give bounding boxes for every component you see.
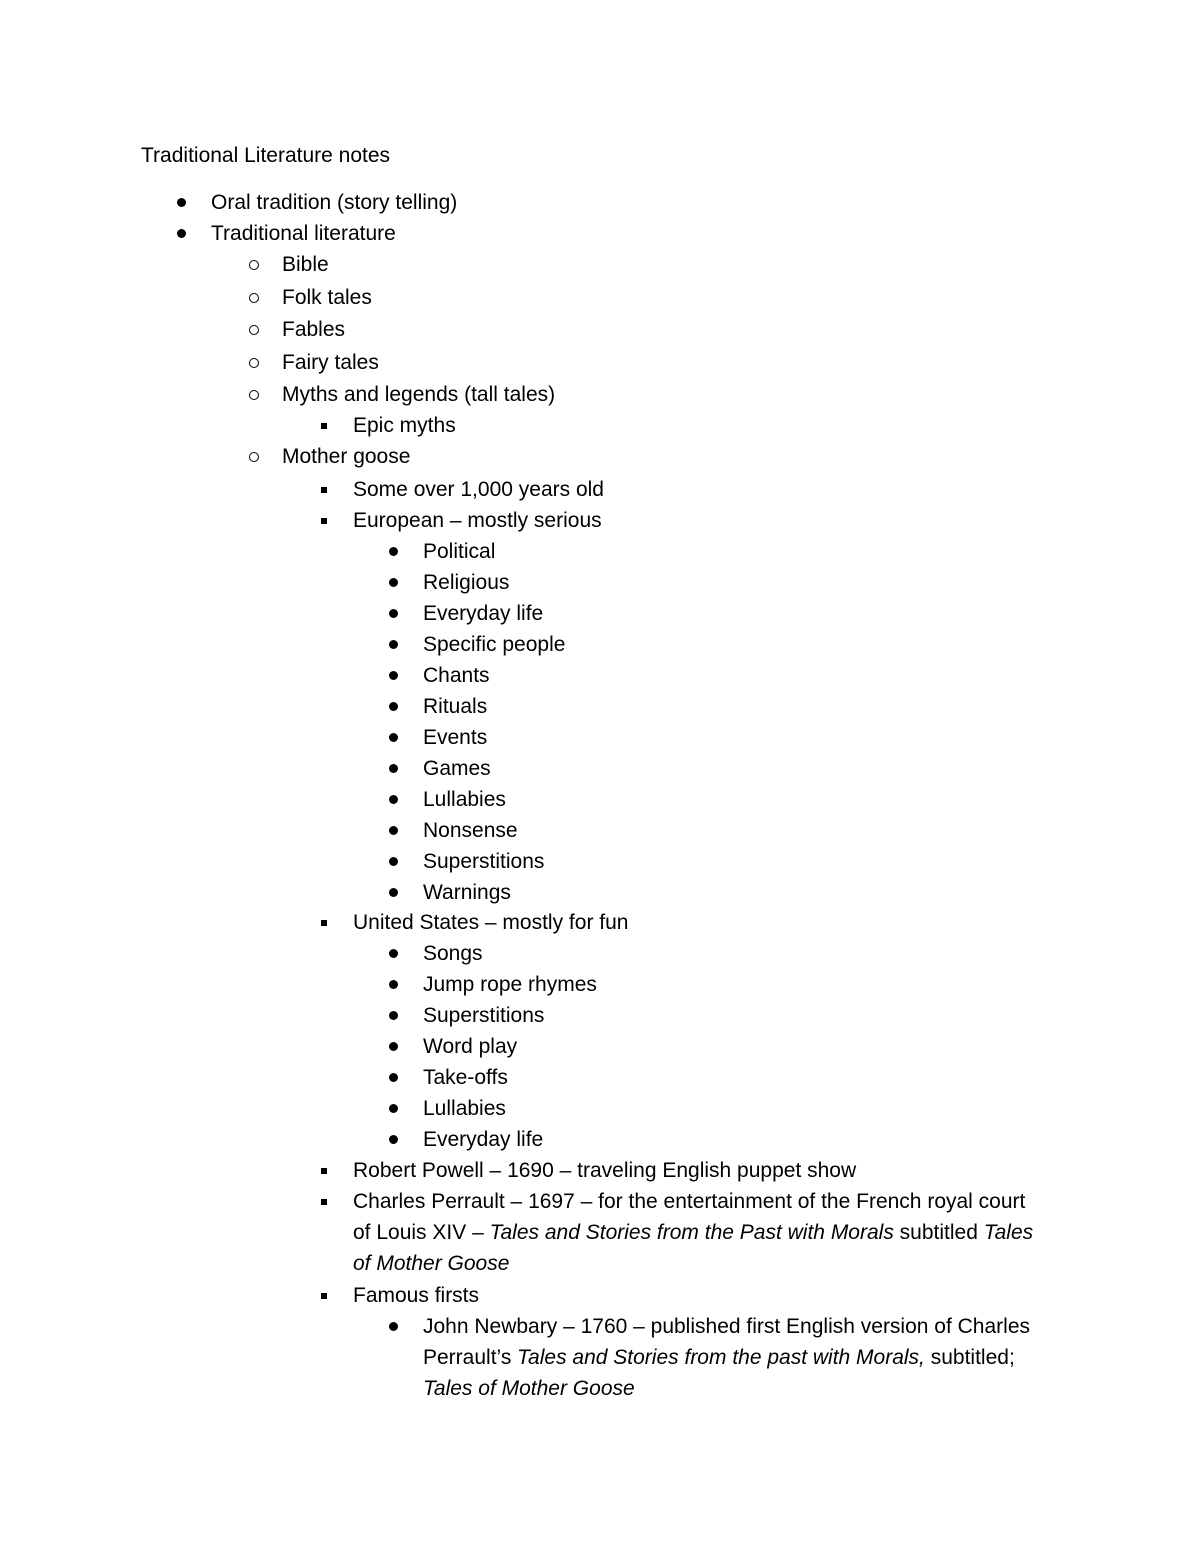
list-item-text: Rituals bbox=[423, 695, 488, 718]
square-bullet-icon bbox=[318, 907, 338, 938]
list-item-text: Jump rope rhymes bbox=[423, 973, 597, 996]
list-item-text: United States – mostly for fun bbox=[353, 911, 629, 934]
bullet-icon bbox=[386, 938, 406, 969]
text-run: subtitled bbox=[893, 1221, 984, 1244]
list-item-text: Games bbox=[423, 757, 491, 780]
bullet-icon bbox=[386, 598, 406, 629]
list-item-text: Nonsense bbox=[423, 819, 518, 842]
list-item-text: Superstitions bbox=[423, 850, 545, 873]
bullet-icon bbox=[386, 815, 406, 846]
bullet-icon bbox=[386, 722, 406, 753]
list-item-text: Myths and legends (tall tales) bbox=[282, 383, 556, 406]
list-item-text: Lullabies bbox=[423, 1097, 506, 1120]
circle-bullet-icon bbox=[248, 282, 268, 313]
list-item-text: Religious bbox=[423, 571, 510, 594]
list-item-continuation bbox=[353, 1248, 509, 1279]
list-item-text: Epic myths bbox=[353, 414, 456, 437]
list-item-text: Oral tradition (story telling) bbox=[211, 191, 458, 214]
list-item-text: Songs bbox=[423, 942, 483, 965]
list-item-text: Lullabies bbox=[423, 788, 506, 811]
square-bullet-icon bbox=[318, 1186, 338, 1217]
bullet-icon bbox=[386, 629, 406, 660]
square-bullet-icon bbox=[318, 505, 338, 536]
circle-bullet-icon bbox=[248, 379, 268, 410]
bullet-icon bbox=[386, 660, 406, 691]
text-run: subtitled; bbox=[924, 1346, 1015, 1369]
bullet-icon bbox=[386, 567, 406, 598]
square-bullet-icon bbox=[318, 474, 338, 505]
bullet-icon bbox=[174, 218, 194, 249]
bullet-icon bbox=[386, 753, 406, 784]
list-item-text: Fables bbox=[282, 318, 346, 341]
list-item-text: Specific people bbox=[423, 633, 566, 656]
list-item-text: Take-offs bbox=[423, 1066, 508, 1089]
list-item-text: Everyday life bbox=[423, 1128, 544, 1151]
bullet-icon bbox=[386, 969, 406, 1000]
list-item-continuation bbox=[423, 1342, 1015, 1373]
book-title: Tales and Stories from the Past with Morals bbox=[489, 1221, 894, 1244]
text-run: Perrault’s bbox=[423, 1346, 518, 1369]
bullet-icon bbox=[386, 1000, 406, 1031]
bullet-icon bbox=[386, 1093, 406, 1124]
square-bullet-icon bbox=[318, 1280, 338, 1311]
bullet-icon bbox=[386, 877, 406, 908]
bullet-icon bbox=[386, 536, 406, 567]
list-item-text: Fairy tales bbox=[282, 351, 379, 374]
text-run: of Louis XIV – bbox=[353, 1221, 490, 1244]
bullet-icon bbox=[386, 1031, 406, 1062]
bullet-icon bbox=[174, 187, 194, 218]
circle-bullet-icon bbox=[248, 249, 268, 280]
list-item-text: Everyday life bbox=[423, 602, 544, 625]
bullet-icon bbox=[386, 1124, 406, 1155]
list-item-text: Bible bbox=[282, 253, 329, 276]
list-item-text: Political bbox=[423, 540, 496, 563]
list-item-continuation bbox=[423, 1373, 635, 1404]
book-title: Tales bbox=[983, 1221, 1034, 1244]
bullet-icon bbox=[386, 1311, 406, 1342]
bullet-icon bbox=[386, 846, 406, 877]
document-title: Traditional Literature notes bbox=[141, 144, 391, 167]
list-item-text: Famous firsts bbox=[353, 1284, 480, 1307]
book-title: Tales of Mother Goose bbox=[423, 1377, 635, 1400]
list-item-text: Mother goose bbox=[282, 445, 411, 468]
list-item-text: Word play bbox=[423, 1035, 518, 1058]
bullet-icon bbox=[386, 691, 406, 722]
square-bullet-icon bbox=[318, 1155, 338, 1186]
list-item-text: Superstitions bbox=[423, 1004, 545, 1027]
list-item-text: European – mostly serious bbox=[353, 509, 602, 532]
circle-bullet-icon bbox=[248, 314, 268, 345]
list-item-text: Warnings bbox=[423, 881, 511, 904]
bullet-icon bbox=[386, 784, 406, 815]
list-item-text: Some over 1,000 years old bbox=[353, 478, 604, 501]
book-title: of Mother Goose bbox=[353, 1252, 510, 1275]
circle-bullet-icon bbox=[248, 347, 268, 378]
list-item-text: Events bbox=[423, 726, 488, 749]
bullet-icon bbox=[386, 1062, 406, 1093]
square-bullet-icon bbox=[318, 410, 338, 441]
list-item-text: John Newbary – 1760 – published first English version of Charles bbox=[423, 1315, 1031, 1338]
list-item-continuation bbox=[353, 1217, 1033, 1248]
list-item-text: Folk tales bbox=[282, 286, 372, 309]
list-item-text: Charles Perrault – 1697 – for the entertainment of the French royal court bbox=[353, 1190, 1026, 1213]
list-item-text: Chants bbox=[423, 664, 490, 687]
list-item-text: Robert Powell – 1690 – traveling English puppet show bbox=[353, 1159, 857, 1182]
list-item-text: Traditional literature bbox=[211, 222, 396, 245]
book-title: Tales and Stories from the past with Morals, bbox=[517, 1346, 925, 1369]
circle-bullet-icon bbox=[248, 441, 268, 472]
